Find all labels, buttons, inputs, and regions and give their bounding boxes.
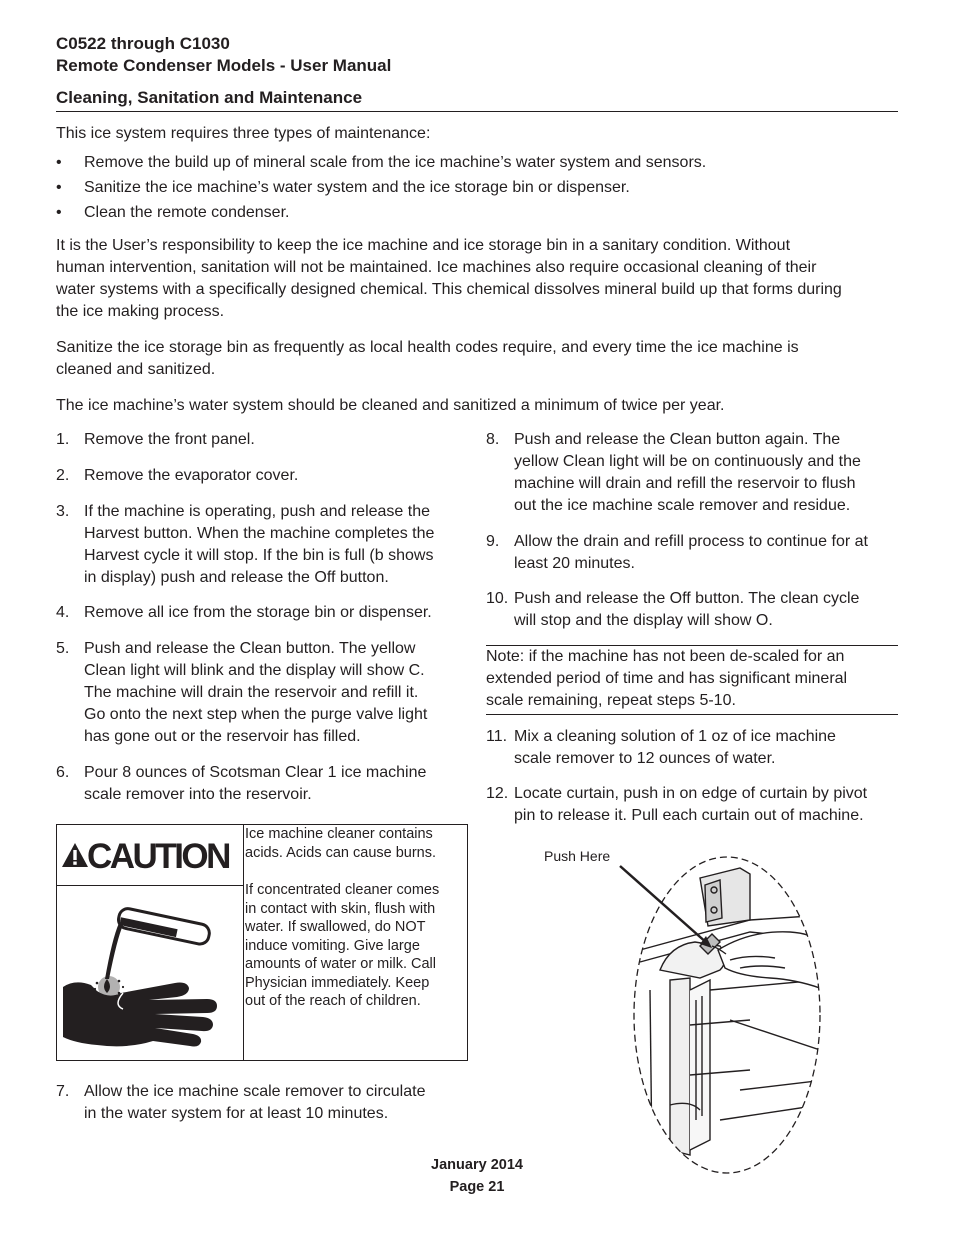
step-number: 11. [486, 728, 508, 745]
caution-header [57, 825, 243, 886]
step-text: Push and release the Clean button again. The yellow Clean light will be on continuously and the machine will drain and refill the reservoir to flush out the ice machine scale remover and residue. [514, 431, 861, 514]
caution-graphic-panel [57, 825, 244, 1060]
manual-title: Remote Condenser Models - User Manual [56, 56, 392, 75]
step-number: 3. [56, 503, 70, 520]
step-number: 1. [56, 431, 70, 448]
manual-model-range: C0522 through C1030 [56, 34, 230, 53]
step-text: Allow the drain and refill process to continue for at least 20 minutes. [514, 533, 868, 572]
step-number: 7. [56, 1083, 70, 1100]
section-title: Cleaning, Sanitation and Maintenance [56, 88, 363, 107]
warning-triangle-icon [61, 842, 89, 868]
caution-box [56, 824, 468, 1061]
note-bottom-rule [486, 714, 898, 715]
step-number: 12. [486, 785, 509, 802]
step-number: 5. [56, 640, 70, 657]
step-text: Remove the evaporator cover. [84, 467, 299, 484]
bullet-mark: • [56, 154, 62, 171]
caution-warning-text: Ice machine cleaner contains acids. Acids can cause burns. [245, 826, 437, 861]
bullet-text: Sanitize the ice machine’s water system and the ice storage bin or dispenser. [84, 179, 630, 196]
step-text: Push and release the Clean button. The yellow Clean light will blink and the display will show C. The machine will drain the reservoir and refill it. Go onto the next step when the purge valve light has gone out or the reservoir has filled. [84, 640, 428, 745]
paragraph-line: human intervention, sanitation will not be maintained. Ice machines also require occasional cleaning of their [56, 259, 817, 276]
step-text: Remove the front panel. [84, 431, 255, 448]
step-text: Push and release the Off button. The clean cycle will stop and the display will show O. [514, 590, 860, 629]
step-number: 9. [486, 533, 500, 550]
header-rule [56, 111, 898, 112]
caution-title: CAUTION [87, 837, 229, 876]
bullet-mark: • [56, 179, 62, 196]
step-text: Pour 8 ounces of Scotsman Clear 1 ice machine scale remover into the reservoir. [84, 764, 427, 803]
frequency-paragraph: The ice machine’s water system should be cleaned and sanitized a minimum of twice per year. [56, 397, 725, 414]
paragraph-line: the ice making process. [56, 303, 225, 320]
push-here-callout: Push Here [544, 848, 611, 864]
step-text: If the machine is operating, push and release the Harvest button. When the machine completes the Harvest cycle it will stop. If the bin is full (b shows in display) push and release the Off button. [84, 503, 435, 586]
step-text: Allow the ice machine scale remover to circulate in the water system for at least 10 minutes. [84, 1083, 426, 1122]
acid-burn-hand-icon [57, 887, 243, 1059]
step-number: 4. [56, 604, 70, 621]
step-number: 10. [486, 590, 509, 607]
sanitize-paragraph [56, 337, 799, 381]
step-number: 2. [56, 467, 70, 484]
step-text: Remove all ice from the storage bin or dispenser. [84, 604, 432, 621]
paragraph-line: Sanitize the ice storage bin as frequently as local health codes require, and every time the ice machine is [56, 339, 799, 356]
curtain-removal-illustration [600, 850, 830, 1180]
bullet-text: Remove the build up of mineral scale from the ice machine’s water system and sensors. [84, 154, 707, 171]
step-number: 6. [56, 764, 70, 781]
footer-date: January 2014 [431, 1157, 523, 1173]
step-text: Mix a cleaning solution of 1 oz of ice machine scale remover to 12 ounces of water. [514, 728, 836, 767]
bullet-text: Clean the remote condenser. [84, 204, 290, 221]
step-text: Locate curtain, push in on edge of curtain by pivot pin to release it. Pull each curtain out of machine. [514, 785, 868, 824]
step-number: 8. [486, 431, 500, 448]
paragraph-line: water systems with a specifically designed chemical. This chemical dissolves mineral build up that forms during [56, 281, 842, 298]
intro-text: This ice system requires three types of maintenance: [56, 125, 431, 142]
footer-page-number: Page 21 [449, 1179, 505, 1195]
paragraph-line: cleaned and sanitized. [56, 361, 216, 378]
responsibility-paragraph [56, 235, 842, 323]
note-text: Note: if the machine has not been de-scaled for an extended period of time and has significant mineral scale remaining, repeat steps 5-10. [486, 648, 848, 709]
bullet-mark: • [56, 204, 62, 221]
caution-instructions-text: If concentrated cleaner comes in contact with skin, flush with water. If swallowed, do NOT induce vomiting. Give large amounts of water or milk. Call Physician immediately. Keep out of the reach of children. [245, 882, 440, 1009]
paragraph-line: It is the User’s responsibility to keep the ice machine and ice storage bin in a sanitary condition. Without [56, 237, 791, 254]
